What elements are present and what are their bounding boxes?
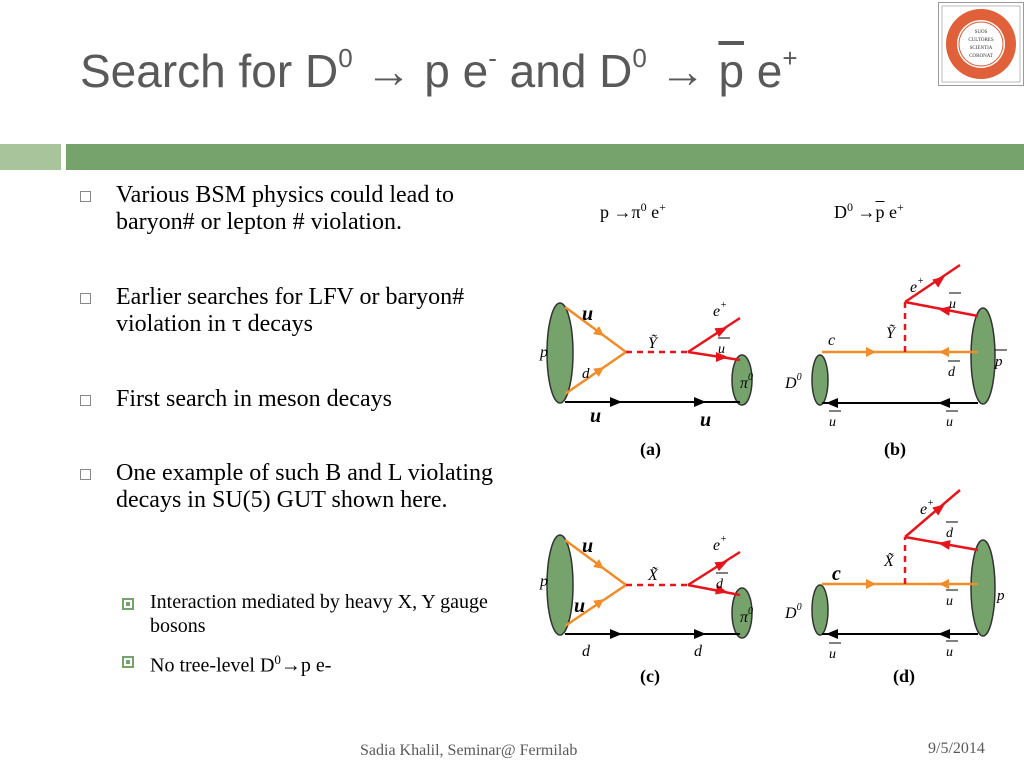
- antiproton-blob: [971, 308, 995, 404]
- svg-text:e+: e+: [713, 300, 727, 320]
- svg-text:(d): (d): [893, 666, 915, 686]
- proton-blob: [547, 303, 573, 403]
- svg-text:d: d: [946, 526, 953, 541]
- svg-text:u: u: [946, 645, 953, 660]
- diagram-a: [539, 300, 753, 460]
- svg-text:u: u: [829, 647, 836, 662]
- svg-text:d: d: [694, 643, 702, 660]
- diagram-header-right: $D^0 \to\overline{p}$ e+: [834, 200, 904, 222]
- svg-text:p: p: [540, 573, 548, 590]
- diagram-header-left: $p \to\pi^0$ e+: [600, 200, 666, 222]
- svg-text:c: c: [832, 563, 841, 585]
- svg-text:u: u: [718, 342, 725, 357]
- bullet-square-icon: [80, 293, 91, 304]
- footer-presenter: Sadia Khalil, Seminar@ Fermilab: [360, 742, 578, 759]
- svg-text:(c): (c): [640, 666, 660, 686]
- svg-text:CORONAT: CORONAT: [969, 54, 993, 59]
- svg-text:u: u: [700, 409, 712, 431]
- svg-text:(a): (a): [640, 439, 661, 459]
- svg-text:u: u: [829, 415, 836, 430]
- feynman-diagrams: [530, 250, 1024, 700]
- svg-text:d: d: [948, 365, 955, 380]
- svg-text:Ỹ: Ỹ: [886, 325, 895, 342]
- svg-text:u: u: [949, 297, 956, 312]
- svg-text:X̃: X̃: [648, 567, 658, 584]
- svg-text:p: p: [997, 588, 1005, 604]
- svg-text:u: u: [946, 594, 953, 609]
- proton-blob: [547, 535, 573, 635]
- svg-text:c: c: [828, 332, 836, 349]
- svg-text:p: p: [540, 344, 548, 361]
- svg-text:d: d: [582, 643, 590, 660]
- svg-text:e+: e+: [920, 498, 934, 518]
- svg-text:π0: $\pi^0$: [740, 372, 754, 392]
- svg-text:(b): (b): [884, 439, 906, 459]
- svg-text:SCIENTIA: SCIENTIA: [969, 46, 993, 51]
- accent-bar-light: [0, 144, 61, 170]
- diagram-d: [784, 490, 1005, 687]
- bullet-square-icon: [80, 469, 91, 480]
- svg-text:u: u: [946, 415, 953, 430]
- slide-title: Search for $D^0 \to p$ e- and $D^0 \to \overline{p}$ e+: [80, 42, 798, 97]
- sub-bullet-icon: [122, 598, 134, 610]
- svg-text:Ỹ: Ỹ: [648, 335, 657, 352]
- d-meson-blob: [812, 585, 828, 635]
- svg-text:u: u: [590, 405, 602, 427]
- svg-text:u: u: [582, 303, 594, 325]
- svg-text:CULTORES: CULTORES: [968, 38, 994, 43]
- svg-text:D0: $D^0$: [785, 372, 802, 392]
- sub-bullet-icon: [122, 656, 134, 668]
- syracuse-university-seal-logo: [938, 2, 1024, 86]
- svg-text:u: u: [582, 535, 594, 557]
- svg-text:d: d: [582, 366, 590, 382]
- svg-text:u: u: [574, 595, 586, 617]
- svg-text:D0: $D^0$: [785, 602, 802, 622]
- footer-date: 9/5/2014: [928, 740, 985, 757]
- proton-blob: [971, 540, 995, 636]
- svg-text:X̃: X̃: [884, 553, 894, 570]
- svg-text:d: d: [716, 577, 723, 592]
- svg-text:e+: e+: [910, 276, 924, 296]
- diagram-b: [784, 265, 1007, 460]
- svg-text:SUOS: SUOS: [974, 30, 988, 35]
- accent-bar-dark: [66, 144, 1024, 170]
- svg-text:e+: e+: [713, 534, 727, 554]
- d-meson-blob: [812, 355, 828, 405]
- svg-text:π0: $\pi^0$: [740, 606, 754, 626]
- svg-text:p: p: [995, 354, 1003, 370]
- bullet-square-icon: [80, 191, 91, 202]
- diagram-c: [539, 534, 753, 687]
- bullet-square-icon: [80, 395, 91, 406]
